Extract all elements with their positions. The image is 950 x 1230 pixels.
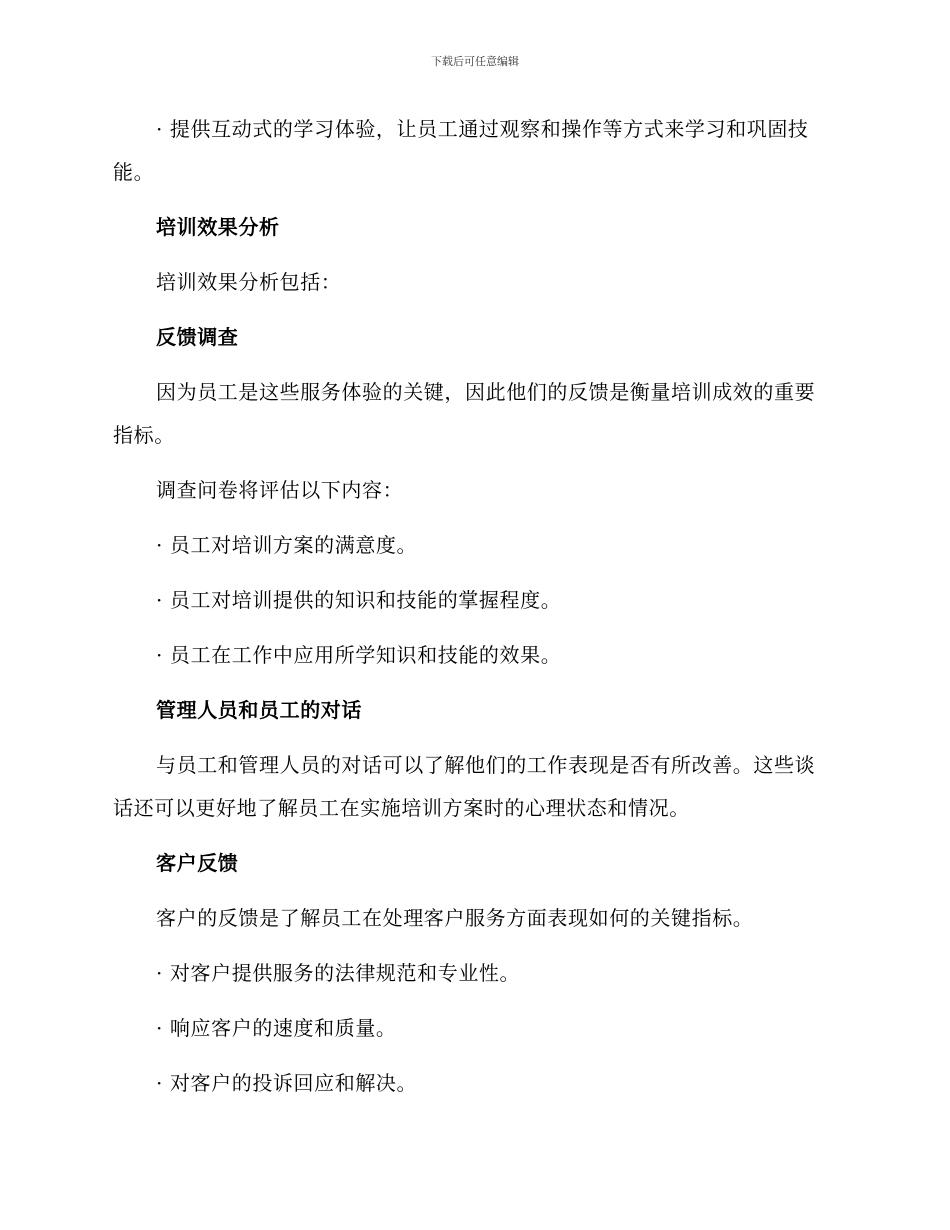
bullet-item: · 员工对培训提供的知识和技能的掌握程度。 [156,588,562,612]
paragraph: 调查问卷将评估以下内容： [156,478,404,502]
bullet-paragraph: · 提供互动式的学习体验，让员工通过观察和操作等方式来学习和巩固技能。 [113,117,809,184]
document-body [113,108,833,1117]
paragraph: 培训效果分析包括： [156,270,342,294]
section-heading: 客户反馈 [156,851,239,875]
bullet-item: · 响应客户的速度和质量。 [156,1016,397,1040]
bullet-item: · 员工对培训方案的满意度。 [156,533,418,557]
section-heading: 培训效果分析 [156,215,280,239]
bullet-item: · 员工在工作中应用所学知识和技能的效果。 [156,643,562,667]
bullet-item: · 对客户提供服务的法律规范和专业性。 [156,961,521,985]
paragraph: 客户的反馈是了解员工在处理客户服务方面表现如何的关键指标。 [156,906,754,930]
bullet-item: · 对客户的投诉回应和解决。 [156,1071,418,1095]
section-heading: 反馈调查 [156,325,239,349]
paragraph: 因为员工是这些服务体验的关键，因此他们的反馈是衡量培训成效的重要指标。 [113,380,816,447]
paragraph: 与员工和管理人员的对话可以了解他们的工作表现是否有所改善。这些谈话还可以更好地了解员工在实施培训方案时的心理状态和情况。 [113,753,816,820]
page-header: 下载后可任意编辑 [431,55,519,68]
section-heading: 管理人员和员工的对话 [156,698,362,722]
